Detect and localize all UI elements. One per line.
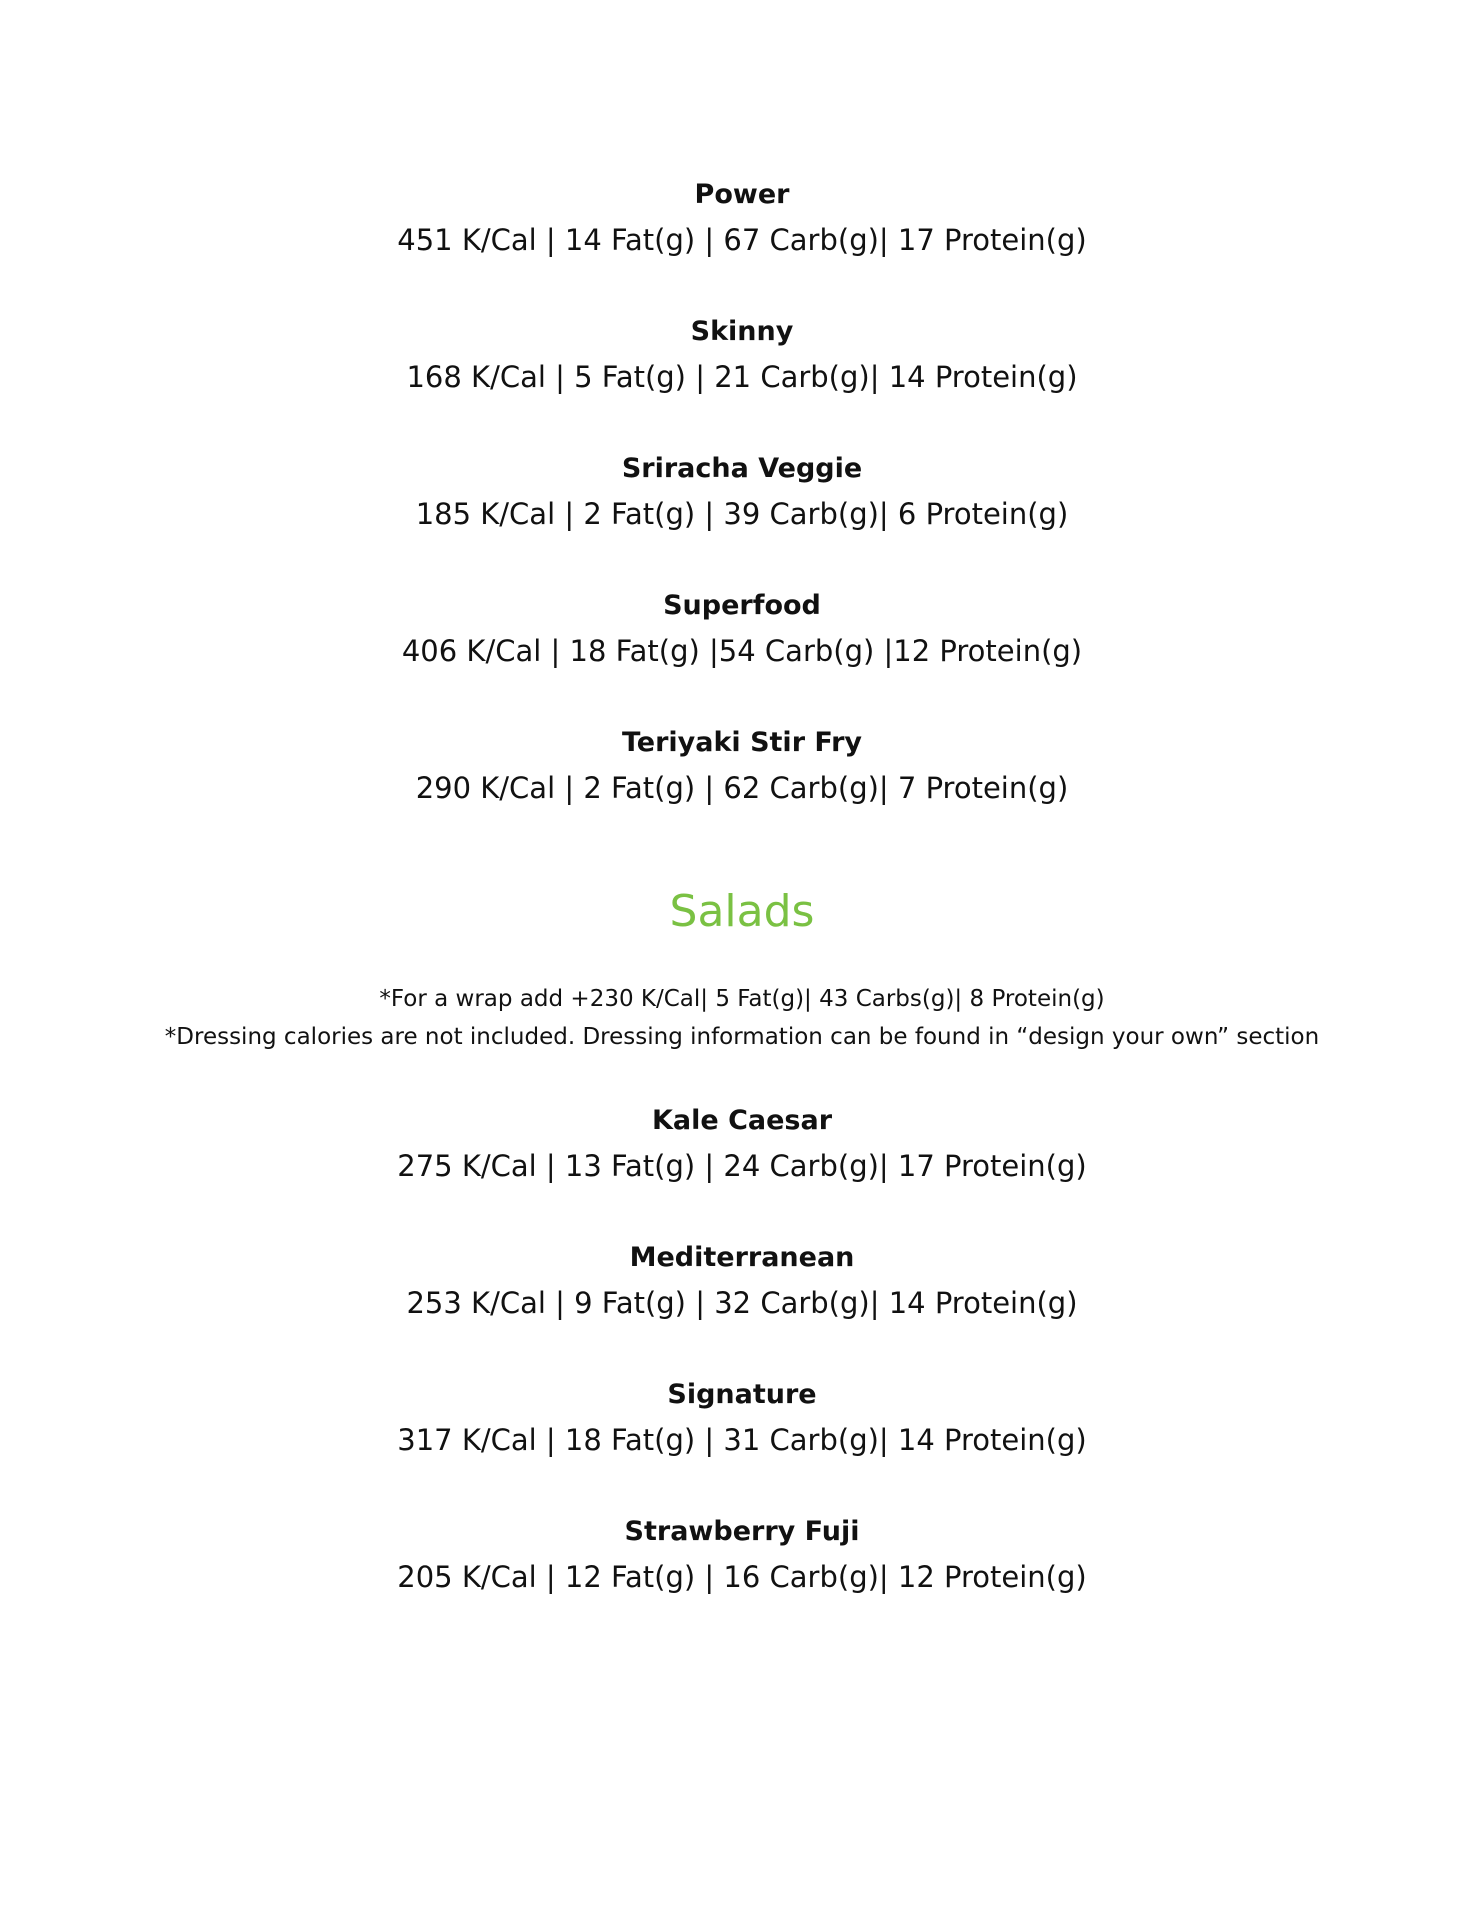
item-nutrition: 168 K/Cal | 5 Fat(g) | 21 Carb(g)| 14 Protein(g) [406,360,1078,394]
menu-item-skinny [0,315,1484,395]
item-name: Skinny [690,316,794,347]
wrap-note: *For a wrap add +230 K/Cal| 5 Fat(g)| 43 Carbs(g)| 8 Protein(g) [379,986,1105,1012]
item-nutrition: 275 K/Cal | 13 Fat(g) | 24 Carb(g)| 17 Protein(g) [397,1149,1087,1183]
menu-item-sriracha-veggie [0,452,1484,532]
menu-item-signature [0,1378,1484,1458]
item-nutrition: 451 K/Cal | 14 Fat(g) | 67 Carb(g)| 17 Protein(g) [397,223,1087,257]
item-nutrition: 205 K/Cal | 12 Fat(g) | 16 Carb(g)| 12 Protein(g) [397,1560,1087,1594]
menu-item-kale-caesar [0,1104,1484,1184]
item-name: Power [694,179,790,210]
item-name: Strawberry Fuji [624,1516,860,1547]
item-nutrition: 290 K/Cal | 2 Fat(g) | 62 Carb(g)| 7 Protein(g) [415,771,1069,805]
menu-item-mediterranean [0,1241,1484,1321]
item-name: Sriracha Veggie [621,453,863,484]
item-nutrition: 406 K/Cal | 18 Fat(g) |54 Carb(g) |12 Protein(g) [401,634,1083,668]
dressing-note: *Dressing calories are not included. Dressing information can be found in “design your own” section [164,1024,1320,1050]
menu-item-strawberry-fuji [0,1515,1484,1595]
section-title-salads: Salads [669,886,815,937]
item-name: Superfood [663,590,821,621]
menu-item-teriyaki-stir-fry [0,726,1484,806]
item-name: Teriyaki Stir Fry [621,727,863,758]
item-nutrition: 185 K/Cal | 2 Fat(g) | 39 Carb(g)| 6 Protein(g) [415,497,1069,531]
menu-item-superfood [0,589,1484,669]
item-name: Signature [667,1379,817,1410]
item-nutrition: 317 K/Cal | 18 Fat(g) | 31 Carb(g)| 14 Protein(g) [397,1423,1087,1457]
item-nutrition: 253 K/Cal | 9 Fat(g) | 32 Carb(g)| 14 Protein(g) [406,1286,1078,1320]
menu-item-power [0,178,1484,258]
item-name: Mediterranean [629,1242,855,1273]
item-name: Kale Caesar [651,1105,833,1136]
